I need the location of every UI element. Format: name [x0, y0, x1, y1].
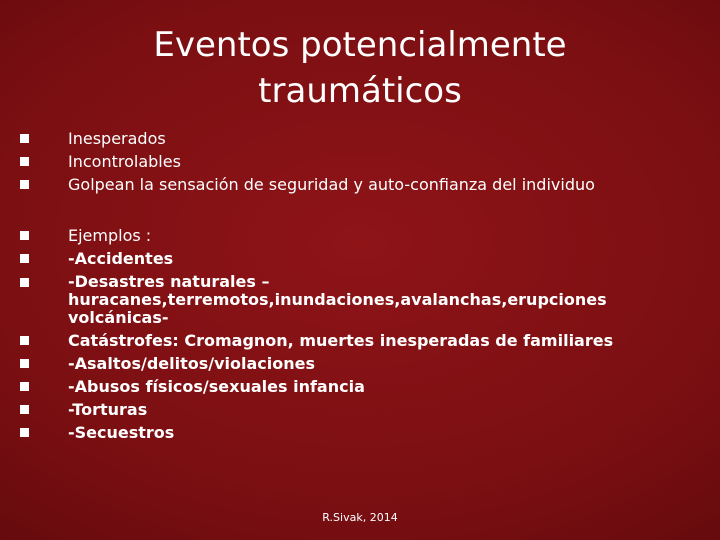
- square-bullet-icon: [20, 180, 29, 189]
- examples-list: [20, 224, 710, 444]
- list-item-text: Incontrolables: [68, 152, 181, 171]
- example-natural-disasters-line-1: -Desastres naturales –: [68, 272, 270, 291]
- example-catastrophes: Catástrofes: Cromagnon, muertes inesperadas de familiares: [68, 331, 614, 350]
- square-bullet-icon: [20, 254, 29, 263]
- example-natural-disasters-line-2: huracanes,terremotos,inundaciones,avalanchas,erupciones: [68, 290, 607, 309]
- example-assaults: -Asaltos/delitos/violaciones: [68, 354, 316, 373]
- list-item: [20, 375, 710, 398]
- list-item: [20, 127, 710, 150]
- list-item: [20, 224, 710, 247]
- square-bullet-icon: [20, 336, 29, 345]
- example-natural-disasters-line-3: volcánicas-: [68, 308, 169, 327]
- example-accidents: -Accidentes: [68, 249, 174, 268]
- list-item: [20, 352, 710, 375]
- list-item: [20, 329, 710, 352]
- list-item-text: Inesperados: [68, 129, 166, 148]
- square-bullet-icon: [20, 231, 29, 240]
- slide-title-line-2: traumáticos: [258, 71, 462, 111]
- list-item: [20, 270, 710, 329]
- footer-credit: R.Sivak, 2014: [322, 511, 398, 524]
- example-kidnapping: -Secuestros: [68, 423, 175, 442]
- list-item: [20, 173, 710, 196]
- square-bullet-icon: [20, 157, 29, 166]
- square-bullet-icon: [20, 134, 29, 143]
- list-item: [20, 398, 710, 421]
- characteristics-list: [20, 127, 710, 196]
- square-bullet-icon: [20, 428, 29, 437]
- list-item: [20, 150, 710, 173]
- slide-title-line-1: Eventos potencialmente: [153, 25, 567, 65]
- square-bullet-icon: [20, 359, 29, 368]
- square-bullet-icon: [20, 382, 29, 391]
- examples-intro: Ejemplos :: [68, 226, 152, 245]
- list-item: [20, 247, 710, 270]
- example-abuse: -Abusos físicos/sexuales infancia: [68, 377, 365, 396]
- list-item-text: Golpean la sensación de seguridad y auto-confianza del individuo: [68, 175, 595, 194]
- slide-title: [0, 22, 720, 114]
- square-bullet-icon: [20, 278, 29, 287]
- list-item: [20, 421, 710, 444]
- example-torture: -Torturas: [68, 400, 148, 419]
- square-bullet-icon: [20, 405, 29, 414]
